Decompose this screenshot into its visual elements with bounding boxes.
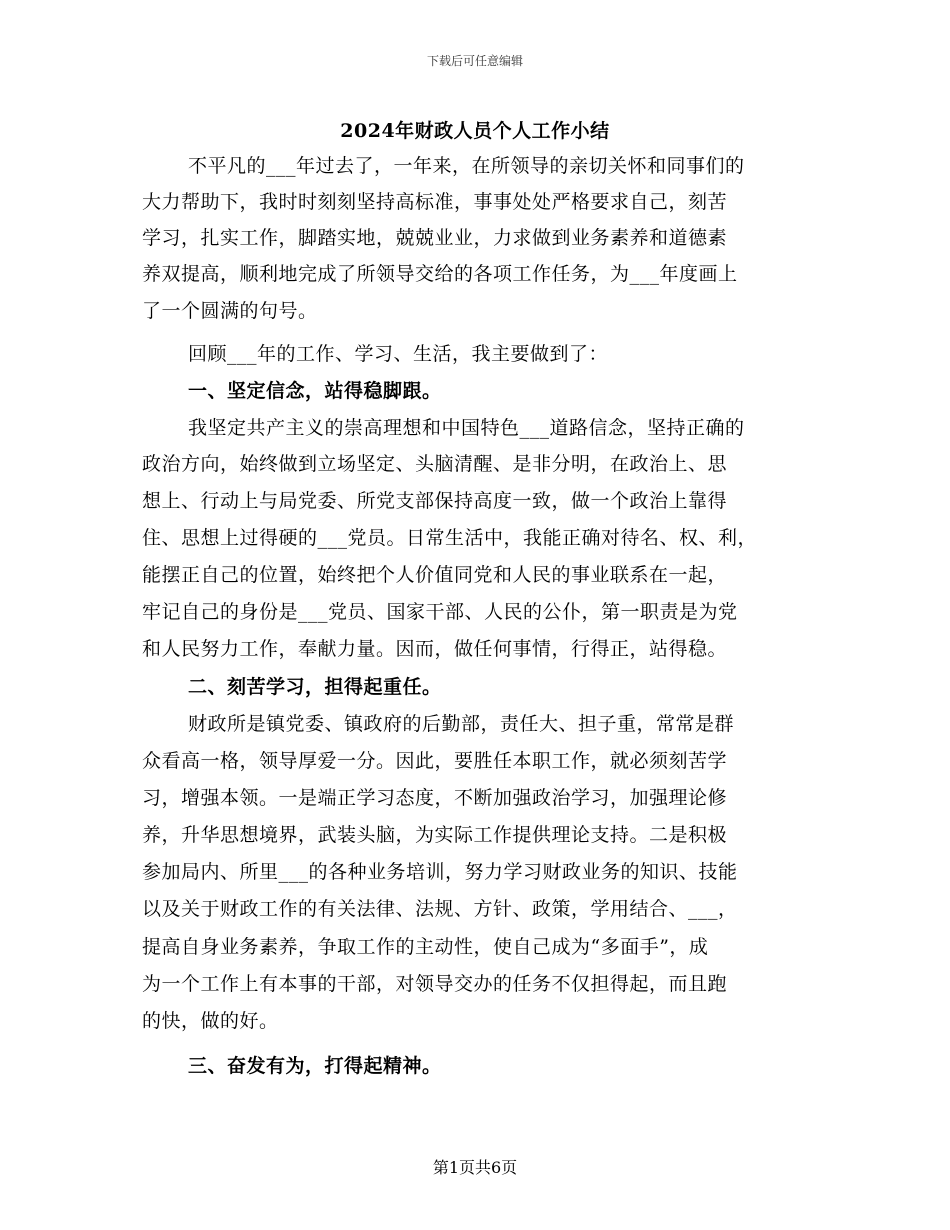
body-line: 能摆正自己的位置，始终把个人价值同党和人民的事业联系在一起，	[142, 564, 728, 586]
body-line: 养，升华思想境界，武装头脑，为实际工作提供理论支持。二是积极	[142, 824, 728, 846]
body-line: 了一个圆满的句号。	[142, 300, 318, 322]
body-line: 想上、行动上与局党委、所党支部保持高度一致，做一个政治上靠得	[142, 490, 728, 512]
body-line: 为一个工作上有本事的干部，对领导交办的任务不仅担得起，而且跑	[142, 973, 728, 995]
body-line: 习，增强本领。一是端正学习态度，不断加强政治学习，加强理论修	[142, 787, 728, 809]
body-line: 学习，扎实工作，脚踏实地，兢兢业业，力求做到业务素养和道德素	[142, 227, 728, 249]
body-line: 不平凡的___年过去了，一年来，在所领导的亲切关怀和同事们的	[188, 155, 745, 177]
body-line: 回顾___年的工作、学习、生活，我主要做到了：	[188, 343, 609, 365]
section-heading: 二、刻苦学习，担得起重任。	[188, 676, 442, 698]
body-line: 财政所是镇党委、镇政府的后勤部，责任大、担子重，常常是群	[188, 713, 735, 735]
body-line: 我坚定共产主义的崇高理想和中国特色___道路信念，坚持正确的	[188, 417, 745, 439]
section-heading: 一、坚定信念，站得稳脚跟。	[188, 380, 442, 402]
section-heading: 三、奋发有为，打得起精神。	[188, 1055, 442, 1077]
page-footer: 第1页共6页	[432, 1158, 518, 1177]
body-line: 养双提高，顺利地完成了所领导交给的各项工作任务，为___年度画上	[142, 263, 738, 285]
document-title: 2024年财政人员个人工作小结	[340, 120, 610, 142]
body-line: 政治方向，始终做到立场坚定、头脑清醒、是非分明，在政治上、思	[142, 453, 728, 475]
body-line: 的快，做的好。	[142, 1010, 279, 1032]
body-line: 以及关于财政工作的有关法律、法规、方针、政策，学用结合、___，	[142, 898, 738, 920]
body-line: 提高自身业务素养，争取工作的主动性，使自己成为“多面手”，成	[142, 936, 709, 958]
body-line: 大力帮助下，我时时刻刻坚持高标准，事事处处严格要求自己，刻苦	[142, 191, 728, 213]
body-line: 参加局内、所里___的各种业务培训，努力学习财政业务的知识、技能	[142, 861, 738, 883]
page-header: 下载后可任意编辑	[426, 54, 523, 68]
body-line: 住、思想上过得硬的___党员。日常生活中，我能正确对待名、权、利，	[142, 527, 758, 549]
body-line: 牢记自己的身份是___党员、国家干部、人民的公仆，第一职责是为党	[142, 601, 738, 623]
body-line: 和人民努力工作，奉献力量。因而，做任何事情，行得正，站得稳。	[142, 638, 728, 660]
body-line: 众看高一格，领导厚爱一分。因此，要胜任本职工作，就必须刻苦学	[142, 750, 728, 772]
